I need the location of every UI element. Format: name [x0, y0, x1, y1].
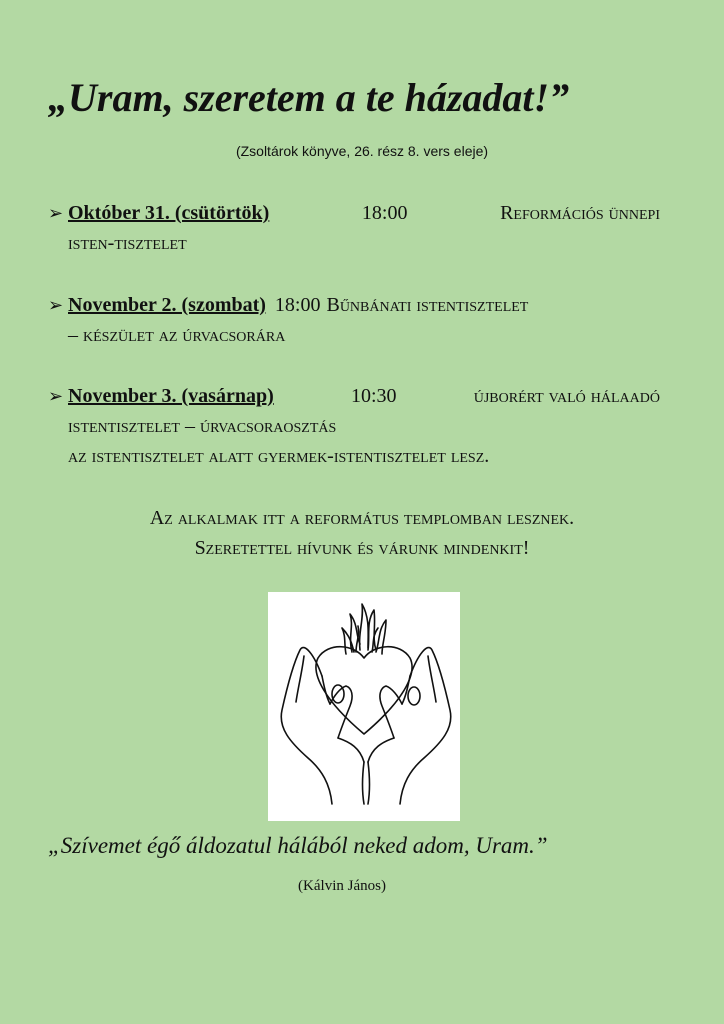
arrow-bullet-icon: ➢	[48, 295, 64, 315]
event-date: November 3. (vasárnap)	[68, 385, 274, 407]
event-description-continued: isten-tisztelet	[68, 232, 187, 254]
event-item	[48, 290, 660, 350]
event-item	[48, 381, 660, 471]
event-description: újborért való hálaadó	[473, 385, 660, 407]
arrow-bullet-icon: ➢	[48, 203, 64, 223]
event-item	[48, 198, 660, 258]
notice-line: Az alkalmak itt a református templomban lesznek.	[149, 507, 575, 529]
event-description-continued: – készület az úrvacsorára	[68, 324, 286, 346]
notice-line: Szeretettel hívunk és várunk mindenkit!	[194, 537, 530, 559]
event-description-continued: istentisztelet – úrvacsoraosztás	[68, 415, 337, 437]
location-notice	[0, 503, 724, 563]
quote-author: (Kálvin János)	[298, 878, 386, 894]
event-time: 10:30	[350, 385, 397, 407]
event-description: Bűnbánati istentisztelet	[326, 294, 529, 316]
bible-reference: (Zsoltárok könyve, 26. rész 8. vers eleje)	[235, 143, 489, 159]
event-date: November 2. (szombat)	[68, 294, 266, 316]
closing-quote: „Szívemet égő áldozatul hálából neked adom, Uram.”	[48, 833, 548, 858]
event-time: 18:00	[361, 202, 408, 224]
page-title: „Uram, szeretem a te házadat!”	[48, 75, 570, 120]
event-description: Reformációs ünnepi	[500, 202, 660, 224]
arrow-bullet-icon: ➢	[48, 386, 64, 406]
event-description-continued: az istentisztelet alatt gyermek-istentisztelet lesz.	[68, 445, 490, 467]
event-time: 18:00	[274, 294, 321, 316]
event-date: Október 31. (csütörtök)	[68, 202, 270, 224]
hands-holding-flaming-heart-icon	[268, 592, 460, 821]
